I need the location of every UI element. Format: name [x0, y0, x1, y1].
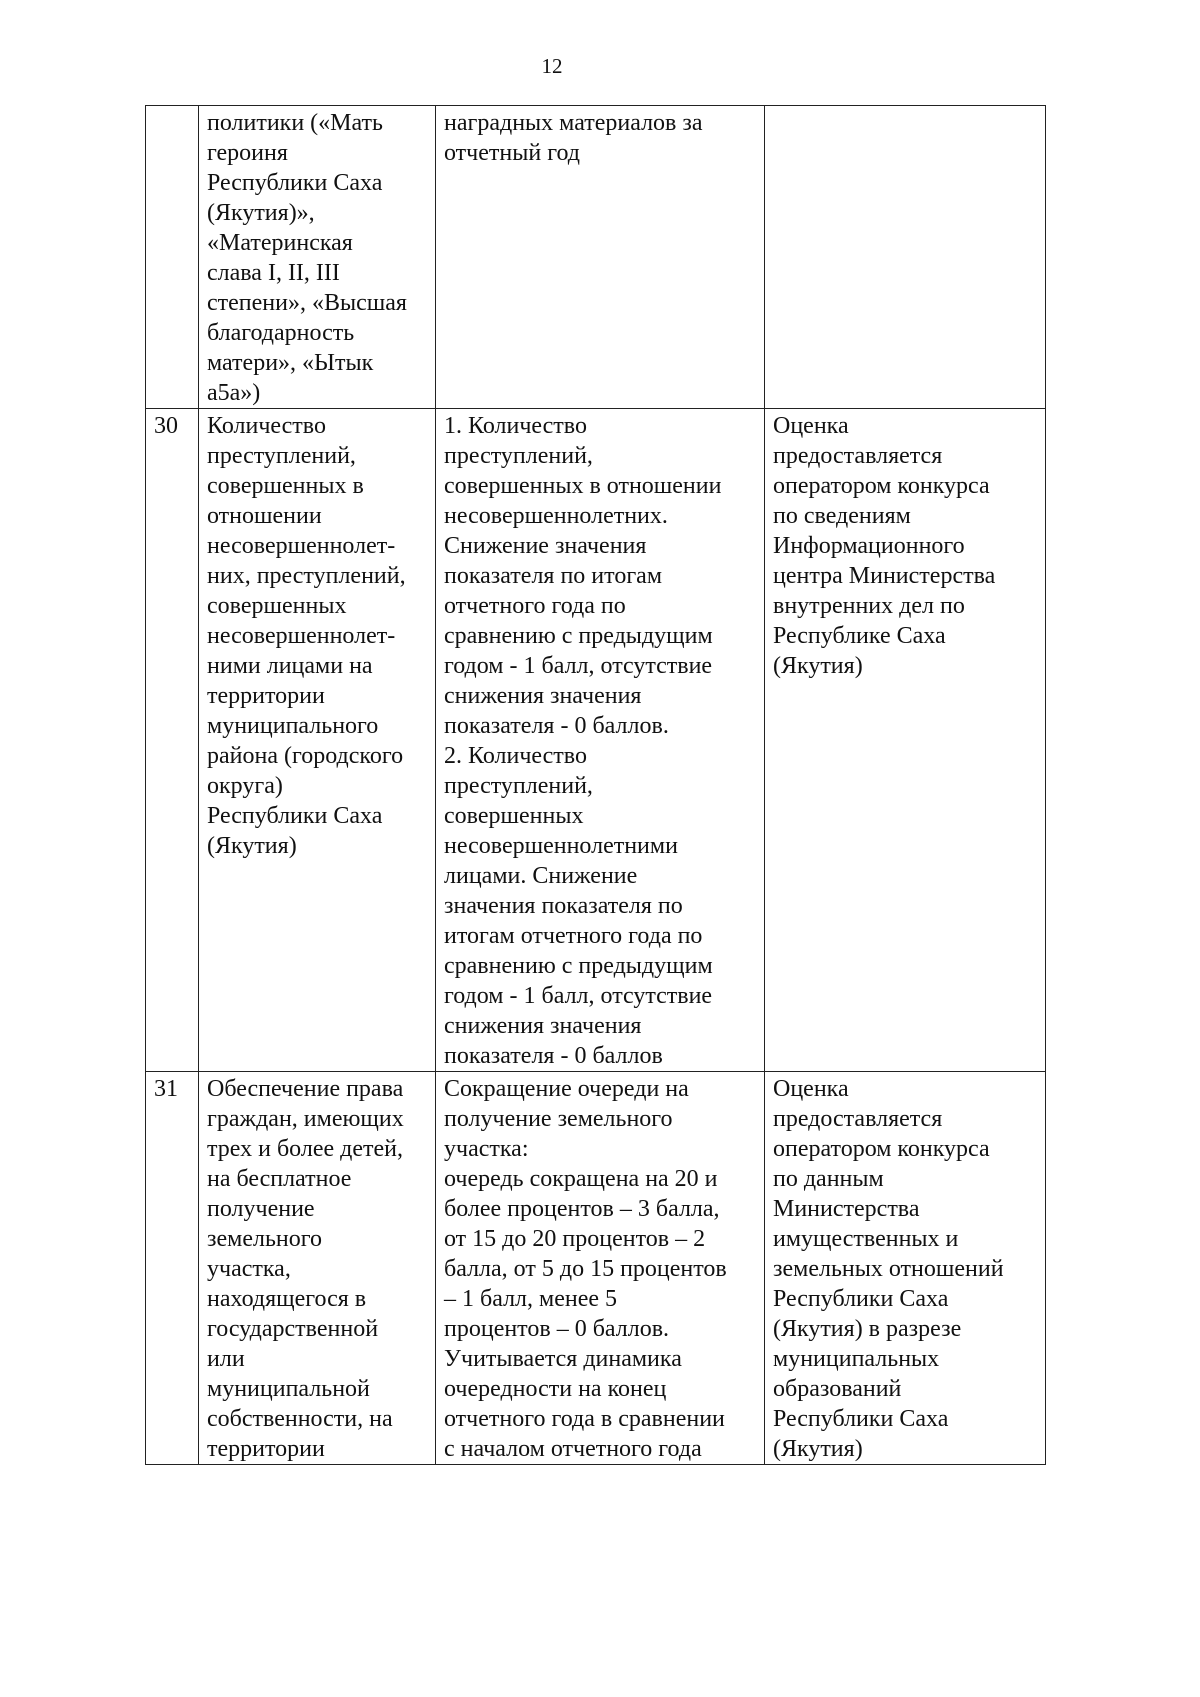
row-number-cell: 31: [146, 1072, 199, 1465]
indicator-cell: Обеспечение права граждан, имеющих трех и более детей, на бесплатное получение земельного участка, находящегося в государственной или муниципальной собственности, на территории: [199, 1072, 436, 1465]
page-number: 12: [541, 54, 563, 78]
row-number-cell: 30: [146, 409, 199, 1072]
criteria-table: [145, 105, 1046, 1465]
method-cell: наградных материалов за отчетный год: [436, 106, 765, 409]
table-row: [146, 409, 1046, 1072]
method-cell: Сокращение очереди на получение земельного участка: очередь сокращена на 20 и более процентов – 3 балла, от 15 до 20 процентов – 2 балла, от 5 до 15 процентов – 1 балл, менее 5 процентов – 0 баллов. Учитывается динамика очередности на конец отчетного года в сравнении с началом отчетного года: [436, 1072, 765, 1465]
source-cell: Оценка предоставляется оператором конкурса по данным Министерства имущественных и земельных отношений Республики Саха (Якутия) в разрезе муниципальных образований Республики Саха (Якутия): [765, 1072, 1046, 1465]
indicator-cell: политики («Мать героиня Республики Саха (Якутия)», «Материнская слава I, II, III степени», «Высшая благодарность матери», «Ытык а5а»): [199, 106, 436, 409]
method-cell: 1. Количество преступлений, совершенных в отношении несовершеннолетних. Снижение значения показателя по итогам отчетного года по сравнению с предыдущим годом - 1 балл, отсутствие снижения значения показателя - 0 баллов. 2. Количество преступлений, совершенных несовершеннолетними лицами. Снижение значения показателя по итогам отчетного года по сравнению с предыдущим годом - 1 балл, отсутствие снижения значения показателя - 0 баллов: [436, 409, 765, 1072]
source-cell: Оценка предоставляется оператором конкурса по сведениям Информационного центра Министерства внутренних дел по Республике Саха (Якутия): [765, 409, 1046, 1072]
source-cell: [765, 106, 1046, 409]
table-row: [146, 1072, 1046, 1465]
row-number-cell: [146, 106, 199, 409]
table-row: [146, 106, 1046, 409]
indicator-cell: Количество преступлений, совершенных в отношении несовершеннолет- них, преступлений, совершенных несовершеннолет- ними лицами на территории муниципального района (городского округа) Республики Саха (Якутия): [199, 409, 436, 1072]
